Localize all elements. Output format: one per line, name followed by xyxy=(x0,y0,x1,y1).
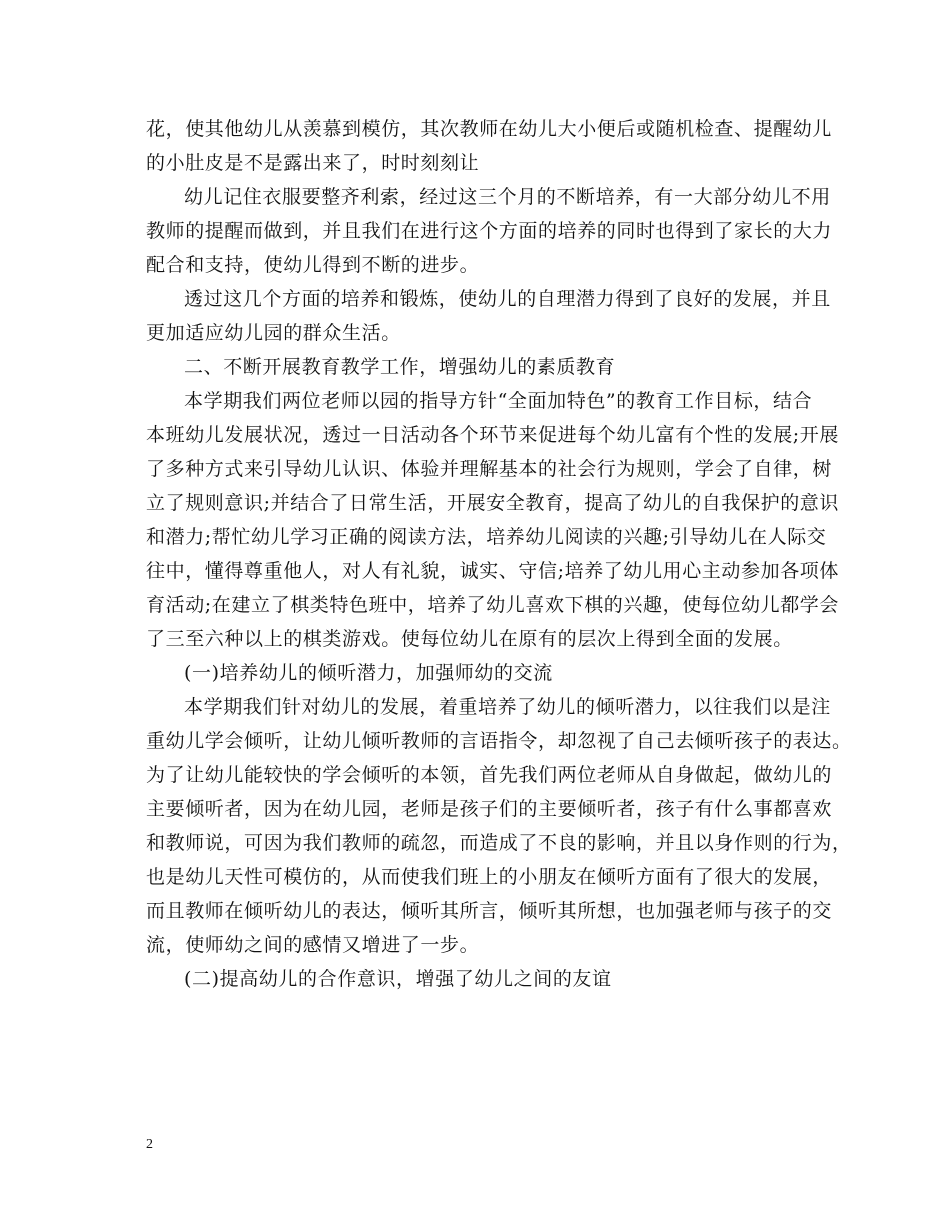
text-line: 而且教师在倾听幼儿的表达，倾听其所言，倾听其所想，也加强老师与孩子的交 xyxy=(146,900,833,922)
text-line: 往中，懂得尊重他人，对人有礼貌，诚实、守信;培养了幼儿用心主动参加各项体 xyxy=(146,560,840,582)
page-number: 2 xyxy=(146,1137,153,1152)
text-line: 配合和支持，使幼儿得到不断的进步。 xyxy=(146,254,480,276)
text-line: 透过这几个方面的培养和锻炼，使幼儿的自理潜力得到了良好的发展，并且 xyxy=(184,288,831,310)
text-line: 和潜力;帮忙幼儿学习正确的阅读方法，培养幼儿阅读的兴趣;引导幼儿在人际交 xyxy=(146,526,827,548)
text-line: 为了让幼儿能较快的学会倾听的本领，首先我们两位老师从自身做起，做幼儿的 xyxy=(146,764,833,786)
text-line: 也是幼儿天性可模仿的，从而使我们班上的小朋友在倾听方面有了很大的发展， xyxy=(146,866,833,888)
text-line: 本班幼儿发展状况，透过一日活动各个环节来促进每个幼儿富有个性的发展;开展 xyxy=(146,424,840,446)
text-line: 重幼儿学会倾听，让幼儿倾听教师的言语指令，却忽视了自己去倾听孩子的表达。 xyxy=(146,730,852,752)
text-line: 本学期我们两位老师以园的指导方针“全面加特色”的教育工作目标，结合 xyxy=(184,390,813,412)
text-line: 花，使其他幼儿从羡慕到模仿，其次教师在幼儿大小便后或随机检查、提醒幼儿 xyxy=(146,118,833,140)
text-line: 主要倾听者，因为在幼儿园，老师是孩子们的主要倾听者，孩子有什么事都喜欢 xyxy=(146,798,833,820)
text-line: (二)提高幼儿的合作意识，增强了幼儿之间的友谊 xyxy=(184,968,612,990)
text-line: (一)培养幼儿的倾听潜力，加强师幼的交流 xyxy=(184,662,553,684)
text-line: 更加适应幼儿园的群众生活。 xyxy=(146,322,401,344)
text-line: 了三至六种以上的棋类游戏。使每位幼儿在原有的层次上得到全面的发展。 xyxy=(146,628,793,650)
text-line: 立了规则意识;并结合了日常生活，开展安全教育，提高了幼儿的自我保护的意识 xyxy=(146,492,840,514)
text-line: 流，使师幼之间的感情又增进了一步。 xyxy=(146,934,480,956)
text-line: 本学期我们针对幼儿的发展，着重培养了幼儿的倾听潜力，以往我们以是注 xyxy=(184,696,831,718)
body-text xyxy=(146,112,852,996)
text-line: 幼儿记住衣服要整齐利索，经过这三个月的不断培养，有一大部分幼儿不用 xyxy=(184,186,831,208)
text-line: 育活动;在建立了棋类特色班中，培养了幼儿喜欢下棋的兴趣，使每位幼儿都学会 xyxy=(146,594,840,616)
text-line: 的小肚皮是不是露出来了，时时刻刻让 xyxy=(146,152,480,174)
text-line: 教师的提醒而做到，并且我们在进行这个方面的培养的同时也得到了家长的大力 xyxy=(146,220,833,242)
text-line: 了多种方式来引导幼儿认识、体验并理解基本的社会行为规则，学会了自律，树 xyxy=(146,458,833,480)
text-line: 二、不断开展教育教学工作，增强幼儿的素质教育 xyxy=(184,356,616,378)
text-line: 和教师说，可因为我们教师的疏忽，而造成了不良的影响，并且以身作则的行为， xyxy=(146,832,852,854)
